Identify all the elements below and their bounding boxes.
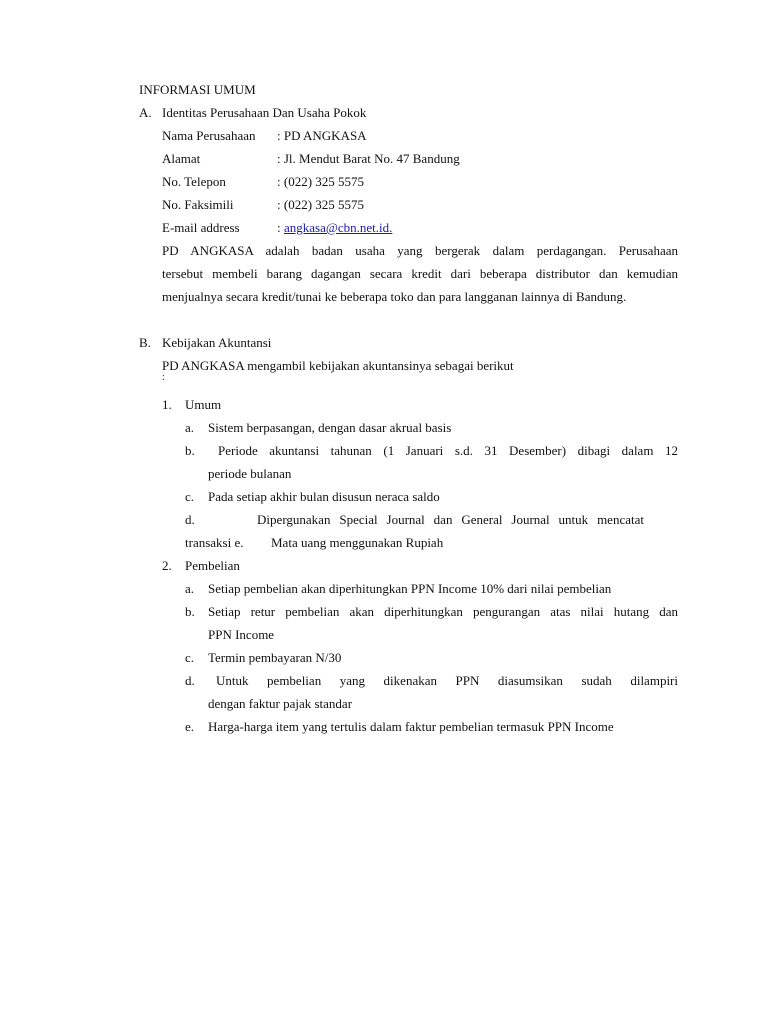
list-item: Untuk pembelian yang dikenakan PPN diasumsikan sudah dilampiri: [216, 673, 678, 688]
list-item: Mata uang menggunakan Rupiah: [271, 535, 444, 550]
paragraph-line: menjualnya secara kredit/tunai ke beberapa toko dan para langganan lainnya di Bandung.: [162, 289, 627, 304]
item-marker: e.: [185, 719, 195, 734]
section-b-marker: B.: [139, 335, 151, 350]
list-1-title: Umum: [185, 397, 222, 412]
list-item: Setiap pembelian akan diperhitungkan PPN Income 10% dari nilai pembelian: [208, 581, 612, 596]
list-item-continued: transaksi e.: [185, 535, 244, 550]
list-item: Setiap retur pembelian akan diperhitungkan pengurangan atas nilai hutang dan: [208, 604, 678, 619]
item-marker: b.: [185, 443, 195, 458]
field-email-colon: :: [277, 220, 281, 235]
list-item: d. Dipergunakan Special Journal dan General Journal untuk mencatat: [185, 512, 644, 527]
item-marker: a.: [185, 581, 195, 596]
item-marker: a.: [185, 420, 195, 435]
field-address-label: Alamat: [162, 151, 201, 166]
list-item: Termin pembayaran N/30: [208, 650, 342, 665]
page-title: INFORMASI UMUM: [139, 82, 256, 97]
list-item: Periode akuntansi tahunan (1 Januari s.d. 31 Desember) dibagi dalam 12: [218, 443, 678, 458]
field-fax-value: : (022) 325 5575: [277, 197, 365, 212]
list-item: Harga-harga item yang tertulis dalam faktur pembelian termasuk PPN Income: [208, 719, 614, 734]
list-item-continued: dengan faktur pajak standar: [208, 696, 353, 711]
section-a-marker: A.: [139, 105, 152, 120]
list-item-continued: PPN Income: [208, 627, 275, 642]
section-a-title: Identitas Perusahaan Dan Usaha Pokok: [162, 105, 367, 120]
field-address-value: : Jl. Mendut Barat No. 47 Bandung: [277, 151, 460, 166]
item-marker: b.: [185, 604, 195, 619]
email-link[interactable]: angkasa@cbn.net.id.: [284, 220, 393, 235]
field-phone-label: No. Telepon: [162, 174, 226, 189]
field-phone-value: : (022) 325 5575: [277, 174, 365, 189]
list-2-marker: 2.: [162, 558, 172, 573]
item-marker: c.: [185, 650, 195, 665]
paragraph-line: PD ANGKASA adalah badan usaha yang bergerak dalam perdagangan. Perusahaan: [162, 243, 678, 258]
field-fax-label: No. Faksimili: [162, 197, 234, 212]
section-b-intro-colon: :: [162, 372, 165, 383]
list-item-continued: periode bulanan: [208, 466, 292, 481]
item-marker: d.: [185, 673, 195, 688]
field-name-value: : PD ANGKASA: [277, 128, 367, 143]
field-name-label: Nama Perusahaan: [162, 128, 256, 143]
list-item: Sistem berpasangan, dengan dasar akrual basis: [208, 420, 452, 435]
paragraph-line: tersebut membeli barang dagangan secara kredit dari beberapa distributor dan kemudian: [162, 266, 678, 281]
list-item: Pada setiap akhir bulan disusun neraca saldo: [208, 489, 440, 504]
list-1-marker: 1.: [162, 397, 172, 412]
item-marker: c.: [185, 489, 195, 504]
list-2-title: Pembelian: [185, 558, 240, 573]
section-b-intro: PD ANGKASA mengambil kebijakan akuntansinya sebagai berikut: [162, 358, 514, 373]
section-b-title: Kebijakan Akuntansi: [162, 335, 272, 350]
field-email-label: E-mail address: [162, 220, 240, 235]
